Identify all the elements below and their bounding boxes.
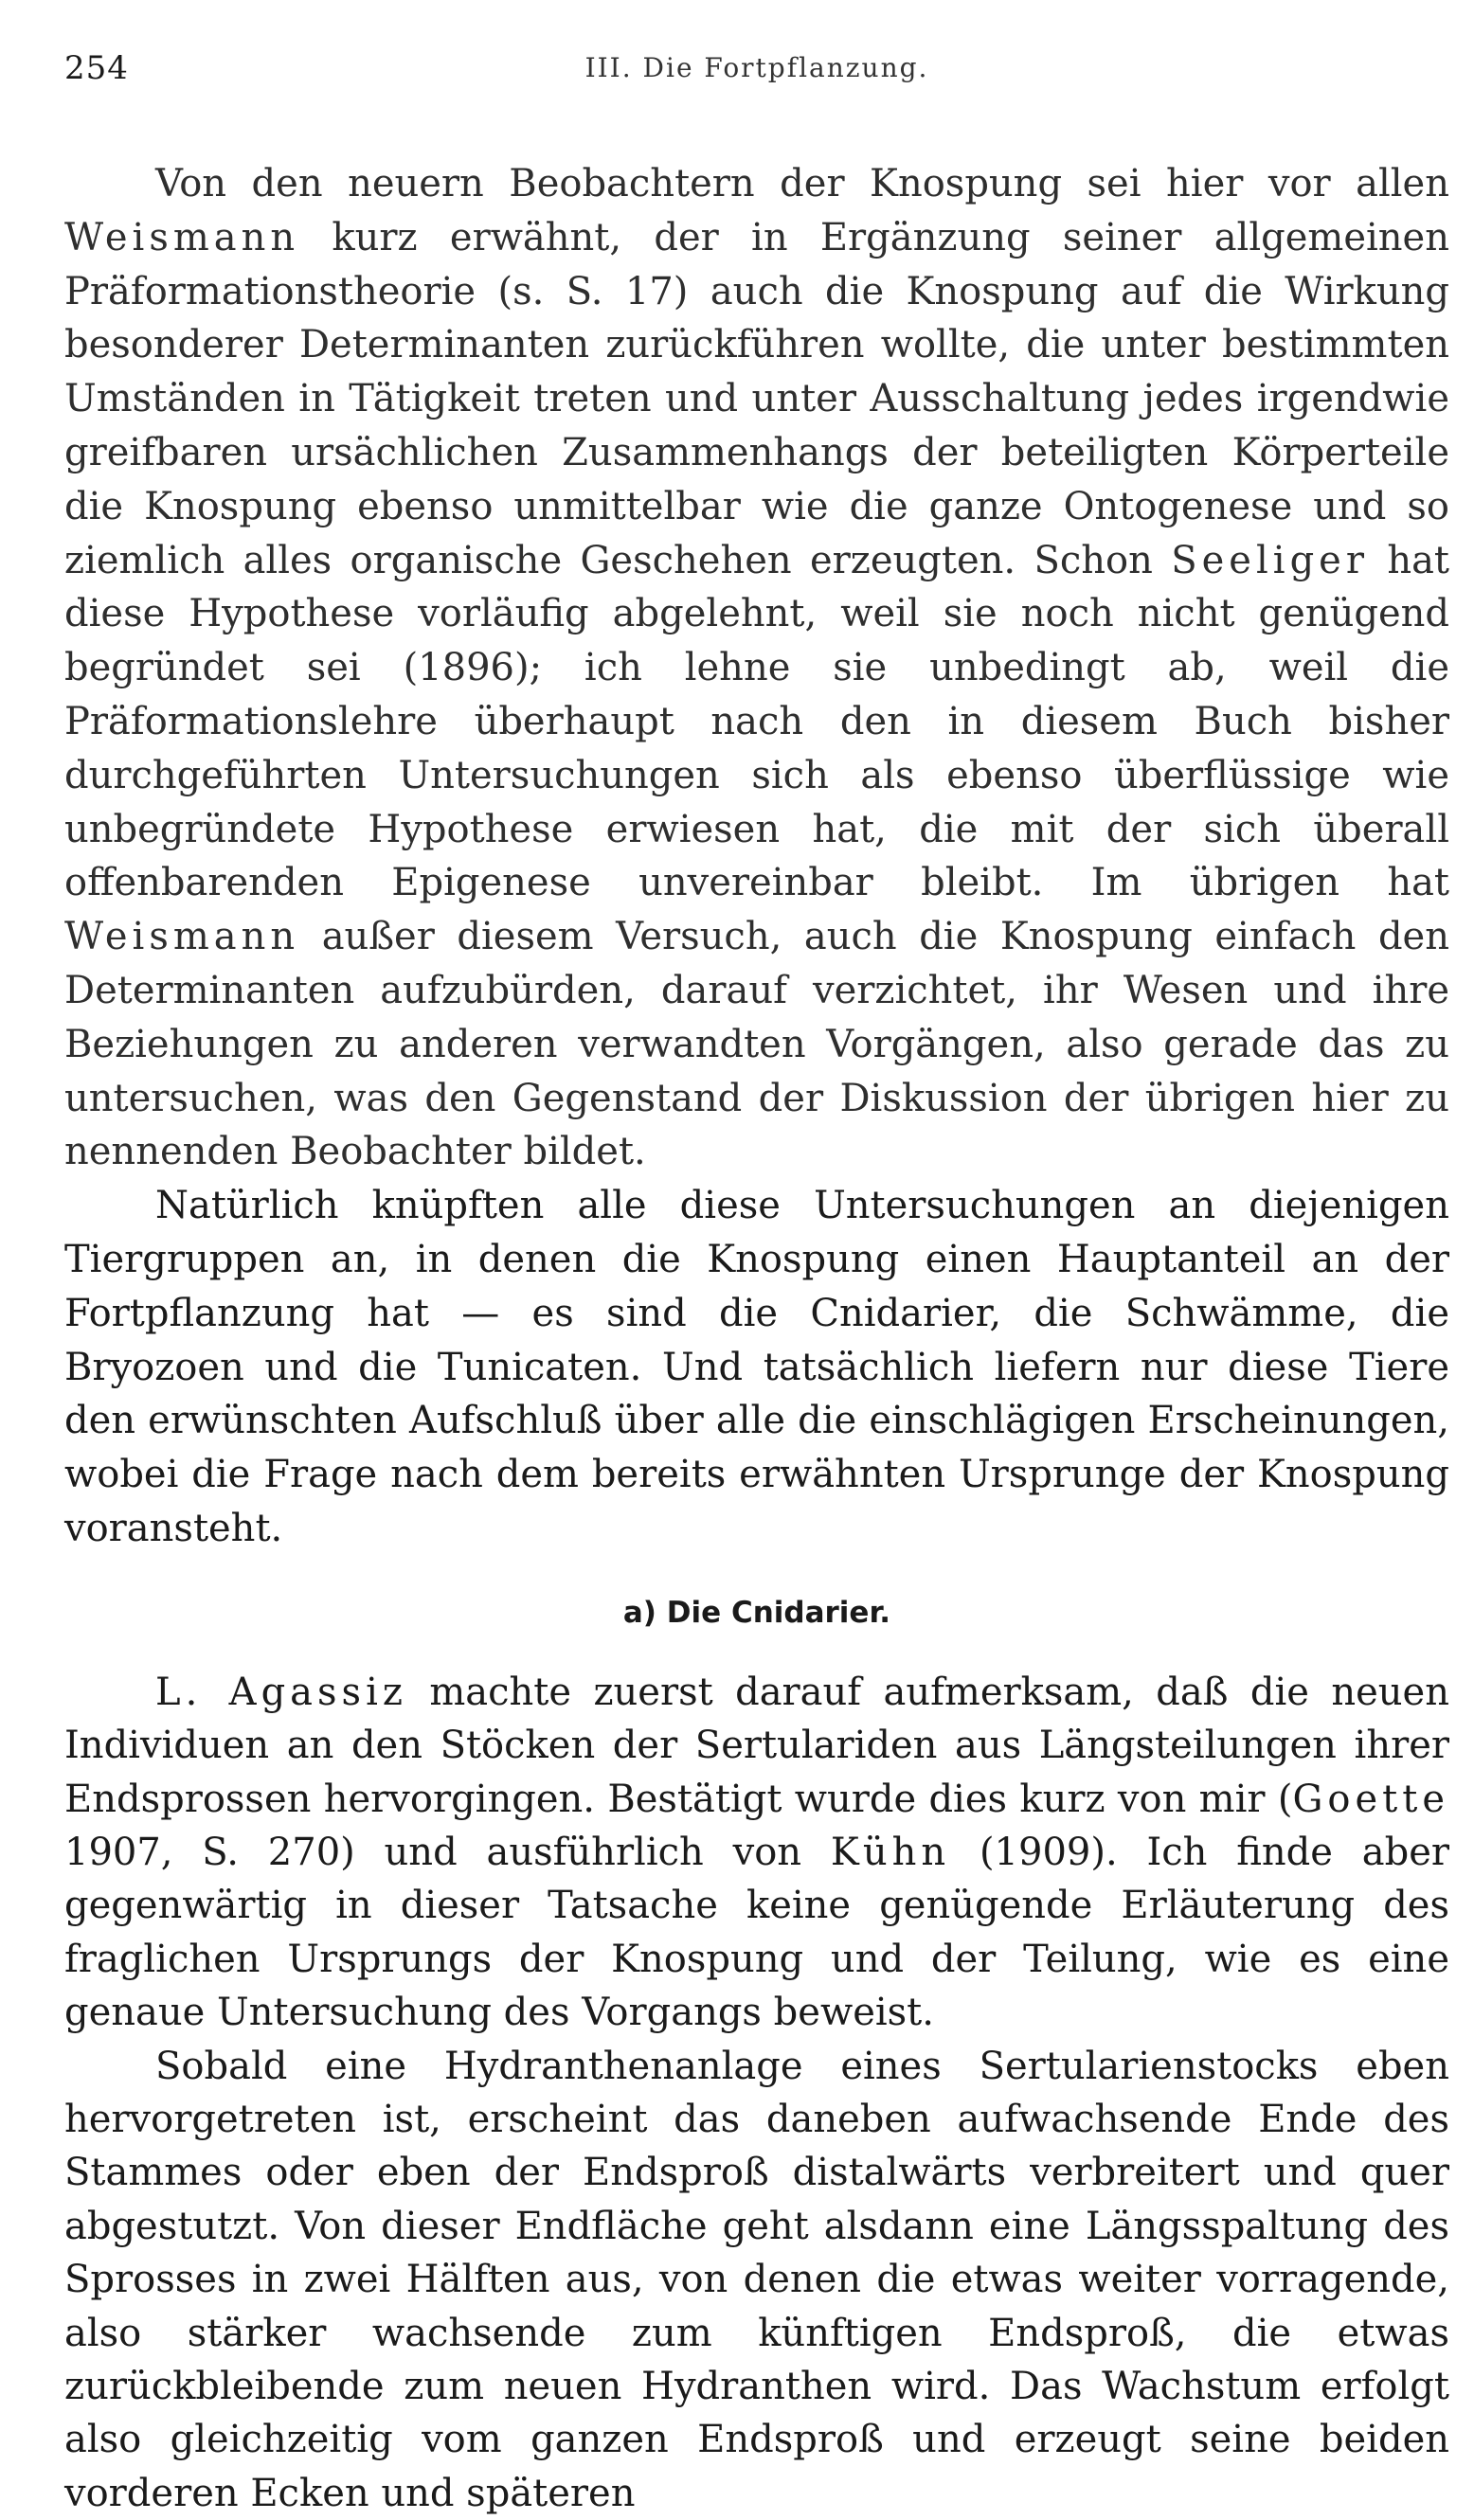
book-page (64, 47, 1449, 2520)
text-run: Von den neuern Beobachtern der Knospung sei hier vor allen (155, 162, 1449, 206)
page-header (64, 47, 1449, 89)
author-name-agassiz: L. Agassiz (155, 1670, 407, 1714)
paragraph-weismann (64, 157, 1449, 1179)
text-run: machte zuerst darauf aufmerksam, daß die neuen Individuen an den Stöcken der Sertulariden aus Längsteilungen ihrer Endsprossen hervorgingen. Bestätigt wurde dies kurz von mir ( (64, 1670, 1449, 1821)
text-run: hat diese Hypothese vorläufig abgelehnt, weil sie noch nicht genügend begründet sei (1896); ich lehne sie unbedingt ab, weil die Präformationslehre überhaupt nach den in diesem Buch bisher durchgeführten Untersuchungen sich als ebenso überflüssige wie unbegründete Hypothese erwiesen hat, die mit der sich überall offenbarenden Epigenese unvereinbar bleibt. Im übrigen hat (64, 538, 1449, 905)
lower-body-text (64, 1666, 1449, 2520)
text-run: (1909). Ich finde aber gegenwärtig in dieser Tatsache keine genügende Erläuterung des fraglichen Ursprungs der Knospung und der Teilung, wie es eine genaue Untersuchung des Vorgangs beweist. (64, 1830, 1449, 2035)
upper-body-text (64, 157, 1449, 1556)
paragraph-tiergruppen: Natürlich knüpften alle diese Untersuchungen an diejenigen Tiergruppen an, in denen die Knospung einen Hauptanteil an der Fortpflanzung hat — es sind die Cnidarier, die Schwämme, die Bryozoen und die Tunicaten. Und tatsächlich liefern nur diese Tiere den erwünschten Aufschluß über alle die einschlägigen Erscheinungen, wobei die Frage nach dem bereits erwähnten Ursprunge der Knospung voransteht. (64, 1184, 1449, 1550)
author-name-seeliger: Seeliger (1171, 538, 1369, 582)
section-heading-cnidarier: a) Die Cnidarier. (622, 1595, 891, 1630)
author-name-weismann: Weismann (64, 215, 300, 259)
paragraph-agassiz (64, 1666, 1449, 2040)
author-name-kuehn: Kühn (830, 1830, 951, 1874)
page-number: 254 (64, 49, 129, 87)
text-run: kurz erwähnt, der in Ergänzung seiner allgemeinen Präformationstheorie (s. S. 17) auch die Knospung auf die Wirkung besonderer Determinanten zurückführen wollte, die unter bestimmten Umständen in Tätigkeit treten und unter Ausschaltung jedes irgendwie greifbaren ursächlichen Zusammenhangs der beteiligten Körperteile die Knospung ebenso unmittelbar wie die ganze Ontogenese und so ziemlich alles organische Geschehen erzeugten. Schon (64, 215, 1449, 582)
paragraph-hydranthen: Sobald eine Hydranthenanlage eines Sertularienstocks eben hervorgetreten ist, erscheint das daneben aufwachsende Ende des Stammes oder eben der Endsproß distalwärts verbreitert und quer abgestutzt. Von dieser Endfläche geht alsdann eine Längsspaltung des Sprosses in zwei Hälften aus, von denen die etwas weiter vorragende, also stärker wachsende zum künftigen Endsproß, die etwas zurückbleibende zum neuen Hydranthen wird. Das Wachstum erfolgt also gleichzeitig vom ganzen Endsproß und erzeugt seine beiden vorderen Ecken und späteren (64, 2044, 1449, 2515)
text-run: 1907, S. 270) und ausführlich von (64, 1830, 831, 1874)
text-run: außer diesem Versuch, auch die Knospung einfach den Determinanten aufzubürden, darauf verzichtet, ihr Wesen und ihre Beziehungen zu anderen verwandten Vorgängen, also gerade das zu untersuchen, was den Gegenstand der Diskussion der übrigen hier zu nennenden Beobachter bildet. (64, 915, 1449, 1174)
running-head: III. Die Fortpflanzung. (584, 52, 929, 83)
author-name-weismann-2: Weismann (64, 915, 300, 959)
author-name-goette: Goette (1292, 1777, 1449, 1821)
